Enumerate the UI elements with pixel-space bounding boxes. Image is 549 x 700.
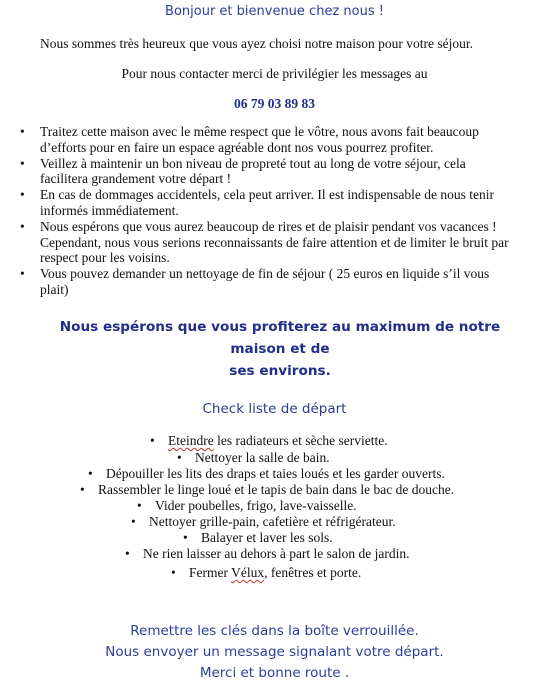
checklist-item <box>131 514 396 530</box>
checklist-item <box>150 433 388 449</box>
rule-line: Nous espérons que vous aurez beaucoup de rires et de plaisir pendant vos vacances ! <box>40 218 497 234</box>
checklist-text: les radiateurs et sèche serviette. <box>213 433 388 448</box>
ending-line: Nous envoyer un message signalant votre départ. <box>105 644 444 660</box>
checklist-item <box>80 482 454 498</box>
rule-line: plait) <box>40 281 69 297</box>
closing-message <box>30 316 530 382</box>
checklist-text: Dépouiller les lits des draps et taies loués et les garder ouverts. <box>106 466 445 481</box>
bullet: • <box>177 450 182 465</box>
rule-line: respect pour les voisins. <box>40 250 170 266</box>
checklist-text: Nettoyer la salle de bain. <box>195 450 330 465</box>
bullet: • <box>20 266 25 282</box>
rule-item <box>20 266 535 298</box>
bullet: • <box>20 187 25 203</box>
checklist-word: Eteindre <box>168 433 214 448</box>
checklist-text: Nettoyer grille-pain, cafetière et réfrigérateur. <box>149 514 396 529</box>
welcome-heading: Bonjour et bienvenue chez nous ! <box>165 4 384 19</box>
checklist-text: Vider poubelles, frigo, lave-vaisselle. <box>155 498 357 513</box>
rule-item <box>20 219 535 266</box>
checklist-text: Ne rien laisser au dehors à part le salon de jardin. <box>143 546 410 561</box>
ending-instructions <box>0 621 549 684</box>
checklist-item <box>171 565 361 581</box>
house-rules-list <box>20 124 535 298</box>
bullet: • <box>183 530 188 545</box>
checklist-item <box>177 450 330 466</box>
bullet: • <box>80 482 85 497</box>
bullet: • <box>131 514 136 529</box>
rule-item <box>20 156 535 188</box>
bullet: • <box>20 124 25 139</box>
ending-line: Remettre les clés dans la boîte verrouillée. <box>130 623 419 639</box>
intro-paragraph: Nous sommes très heureux que vous ayez choisi notre maison pour votre séjour. <box>40 36 474 51</box>
closing-line: Nous espérons que vous profiterez au maximum de notre maison et de <box>59 319 501 357</box>
checklist-word: Vélux <box>231 565 265 580</box>
rule-line: Vous pouvez demander un nettoyage de fin de séjour ( 25 euros en liquide s’il vous <box>40 266 490 282</box>
bullet: • <box>20 155 25 171</box>
contact-instruction: Pour nous contacter merci de privilégier les messages au <box>121 66 428 81</box>
closing-line: ses environs. <box>229 363 331 379</box>
rule-line: Veillez à maintenir un bon niveau de propreté tout au long de votre séjour, cela <box>40 155 466 171</box>
bullet: • <box>137 498 142 513</box>
checklist-text: Rassembler le linge loué et le tapis de bain dans le bac de douche. <box>98 482 455 497</box>
rule-line: Cependant, nous vous serions reconnaissants de faire attention et de limiter le bruit par <box>40 234 509 250</box>
checklist-item <box>125 546 410 562</box>
rule-line: Traitez cette maison avec le même respect que le vôtre, nous avons fait beaucoup <box>40 124 479 139</box>
ending-line: Merci et bonne route . <box>199 665 350 681</box>
checklist-item <box>137 498 357 514</box>
checklist-title: Check liste de départ <box>202 401 347 417</box>
phone-number: 06 79 03 89 83 <box>234 96 315 111</box>
bullet: • <box>20 218 25 234</box>
rule-item <box>20 124 535 156</box>
rule-line: informés immédiatement. <box>40 202 179 218</box>
rule-line: En cas de dommages accidentels, cela peut arriver. Il est indispensable de nous tenir <box>40 187 494 203</box>
bullet: • <box>125 546 130 561</box>
checklist-text: , fenêtres et porte. <box>264 565 362 580</box>
checklist-text: Balayer et laver les sols. <box>201 530 333 545</box>
checklist-item <box>183 530 333 546</box>
bullet: • <box>88 466 93 481</box>
bullet: • <box>171 565 176 580</box>
rule-item <box>20 187 535 219</box>
bullet: • <box>150 433 155 448</box>
rule-line: facilitera grandement votre départ ! <box>40 171 232 187</box>
checklist-text: Fermer <box>189 565 232 580</box>
checklist-item <box>88 466 445 482</box>
rule-line: d’efforts pour en faire un espace agréable dont nos vous pourrez profiter. <box>40 139 434 155</box>
